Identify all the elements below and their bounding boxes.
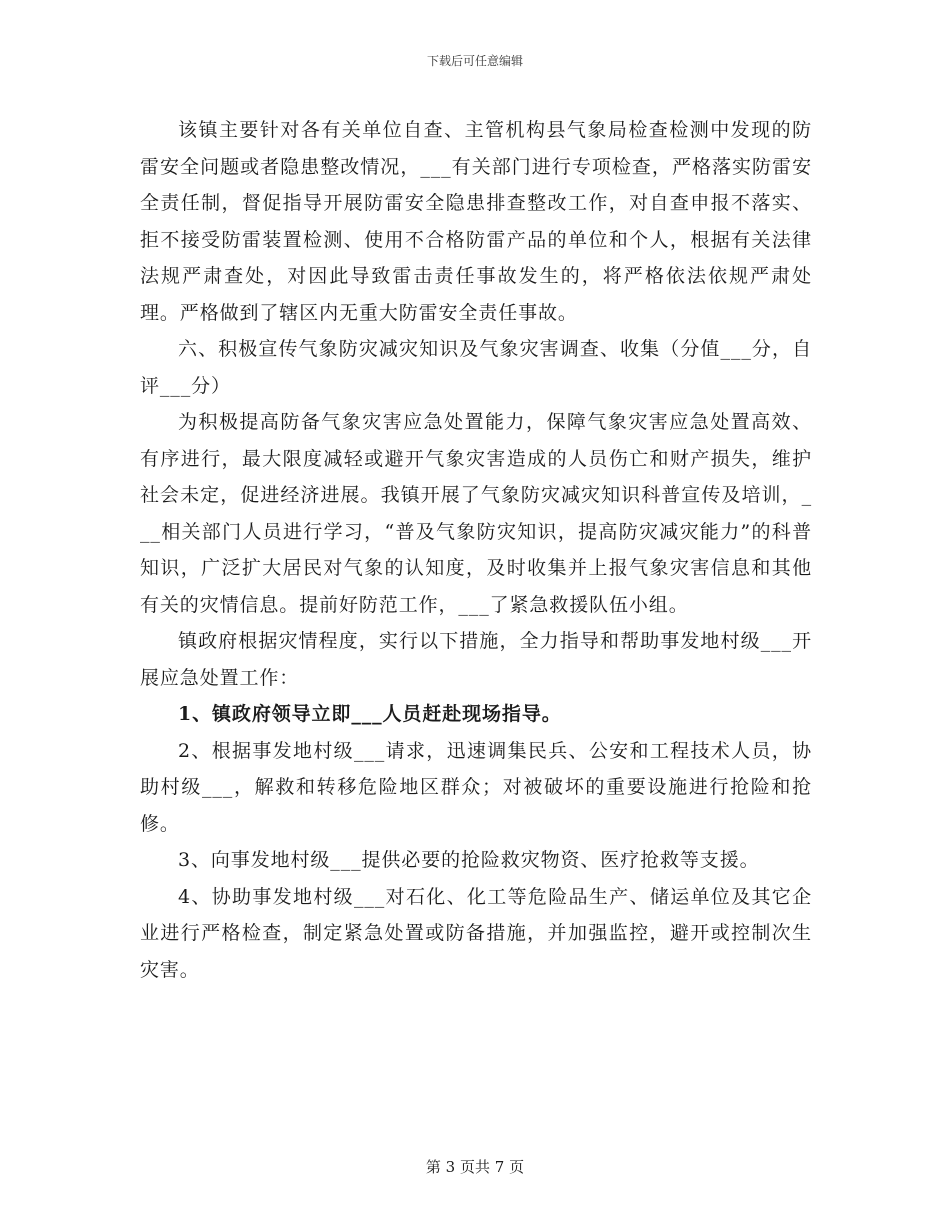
list-item: 2、根据事发地村级___请求，迅速调集民兵、公安和工程技术人员，协助村级___，解救和转移危险地区群众；对被破坏的重要设施进行抢险和抢修。 [140,739,812,835]
paragraph: 镇政府根据灾情程度，实行以下措施，全力指导和帮助事发地村级___开展应急处置工作： [140,630,812,689]
list-item: 3、向事发地村级___提供必要的抢险救灾物资、医疗抢救等支援。 [178,849,760,871]
list-item: 4、协助事发地村级___对石化、化工等危险品生产、储运单位及其它企业进行严格检查，制定紧急处置或防备措施，并加强监控，避开或控制次生灾害。 [140,885,812,981]
paragraph: 该镇主要针对各有关单位自查、主管机构县气象局检查检测中发现的防雷安全问题或者隐患整改情况，___有关部门进行专项检查，严格落实防雷安全责任制，督促指导开展防雷安全隐患排查整改工作，对自查申报不落实、拒不接受防雷装置检测、使用不合格防雷产品的单位和个人，根据有关法律法规严肃查处，对因此导致雷击责任事故发生的，将严格依法依规严肃处理。严格做到了辖区内无重大防雷安全责任事故。 [140,119,812,324]
section-heading: 六、积极宣传气象防灾减灾知识及气象灾害调查、收集（分值___分，自评___分） [140,338,812,397]
page-header: 下载后可任意编辑 [426,54,523,68]
paragraph: 为积极提高防备气象灾害应急处置能力，保障气象灾害应急处置高效、有序进行，最大限度减轻或避开气象灾害造成的人员伤亡和财产损失，维护社会未定，促进经济进展。我镇开展了气象防灾减灾知识科普宣传及培训，___相关部门人员进行学习，“普及气象防灾知识，提高防灾减灾能力”的科普知识，广泛扩大居民对气象的认知度，及时收集并上报气象灾害信息和其他有关的灾情信息。提前好防范工作，___了紧急救援队伍小组。 [140,411,812,616]
document-body [140,112,812,988]
page-number: 第 3 页共 7 页 [425,1158,525,1176]
list-item: 1、镇政府领导立即___人员赶赴现场指导。 [178,703,562,725]
